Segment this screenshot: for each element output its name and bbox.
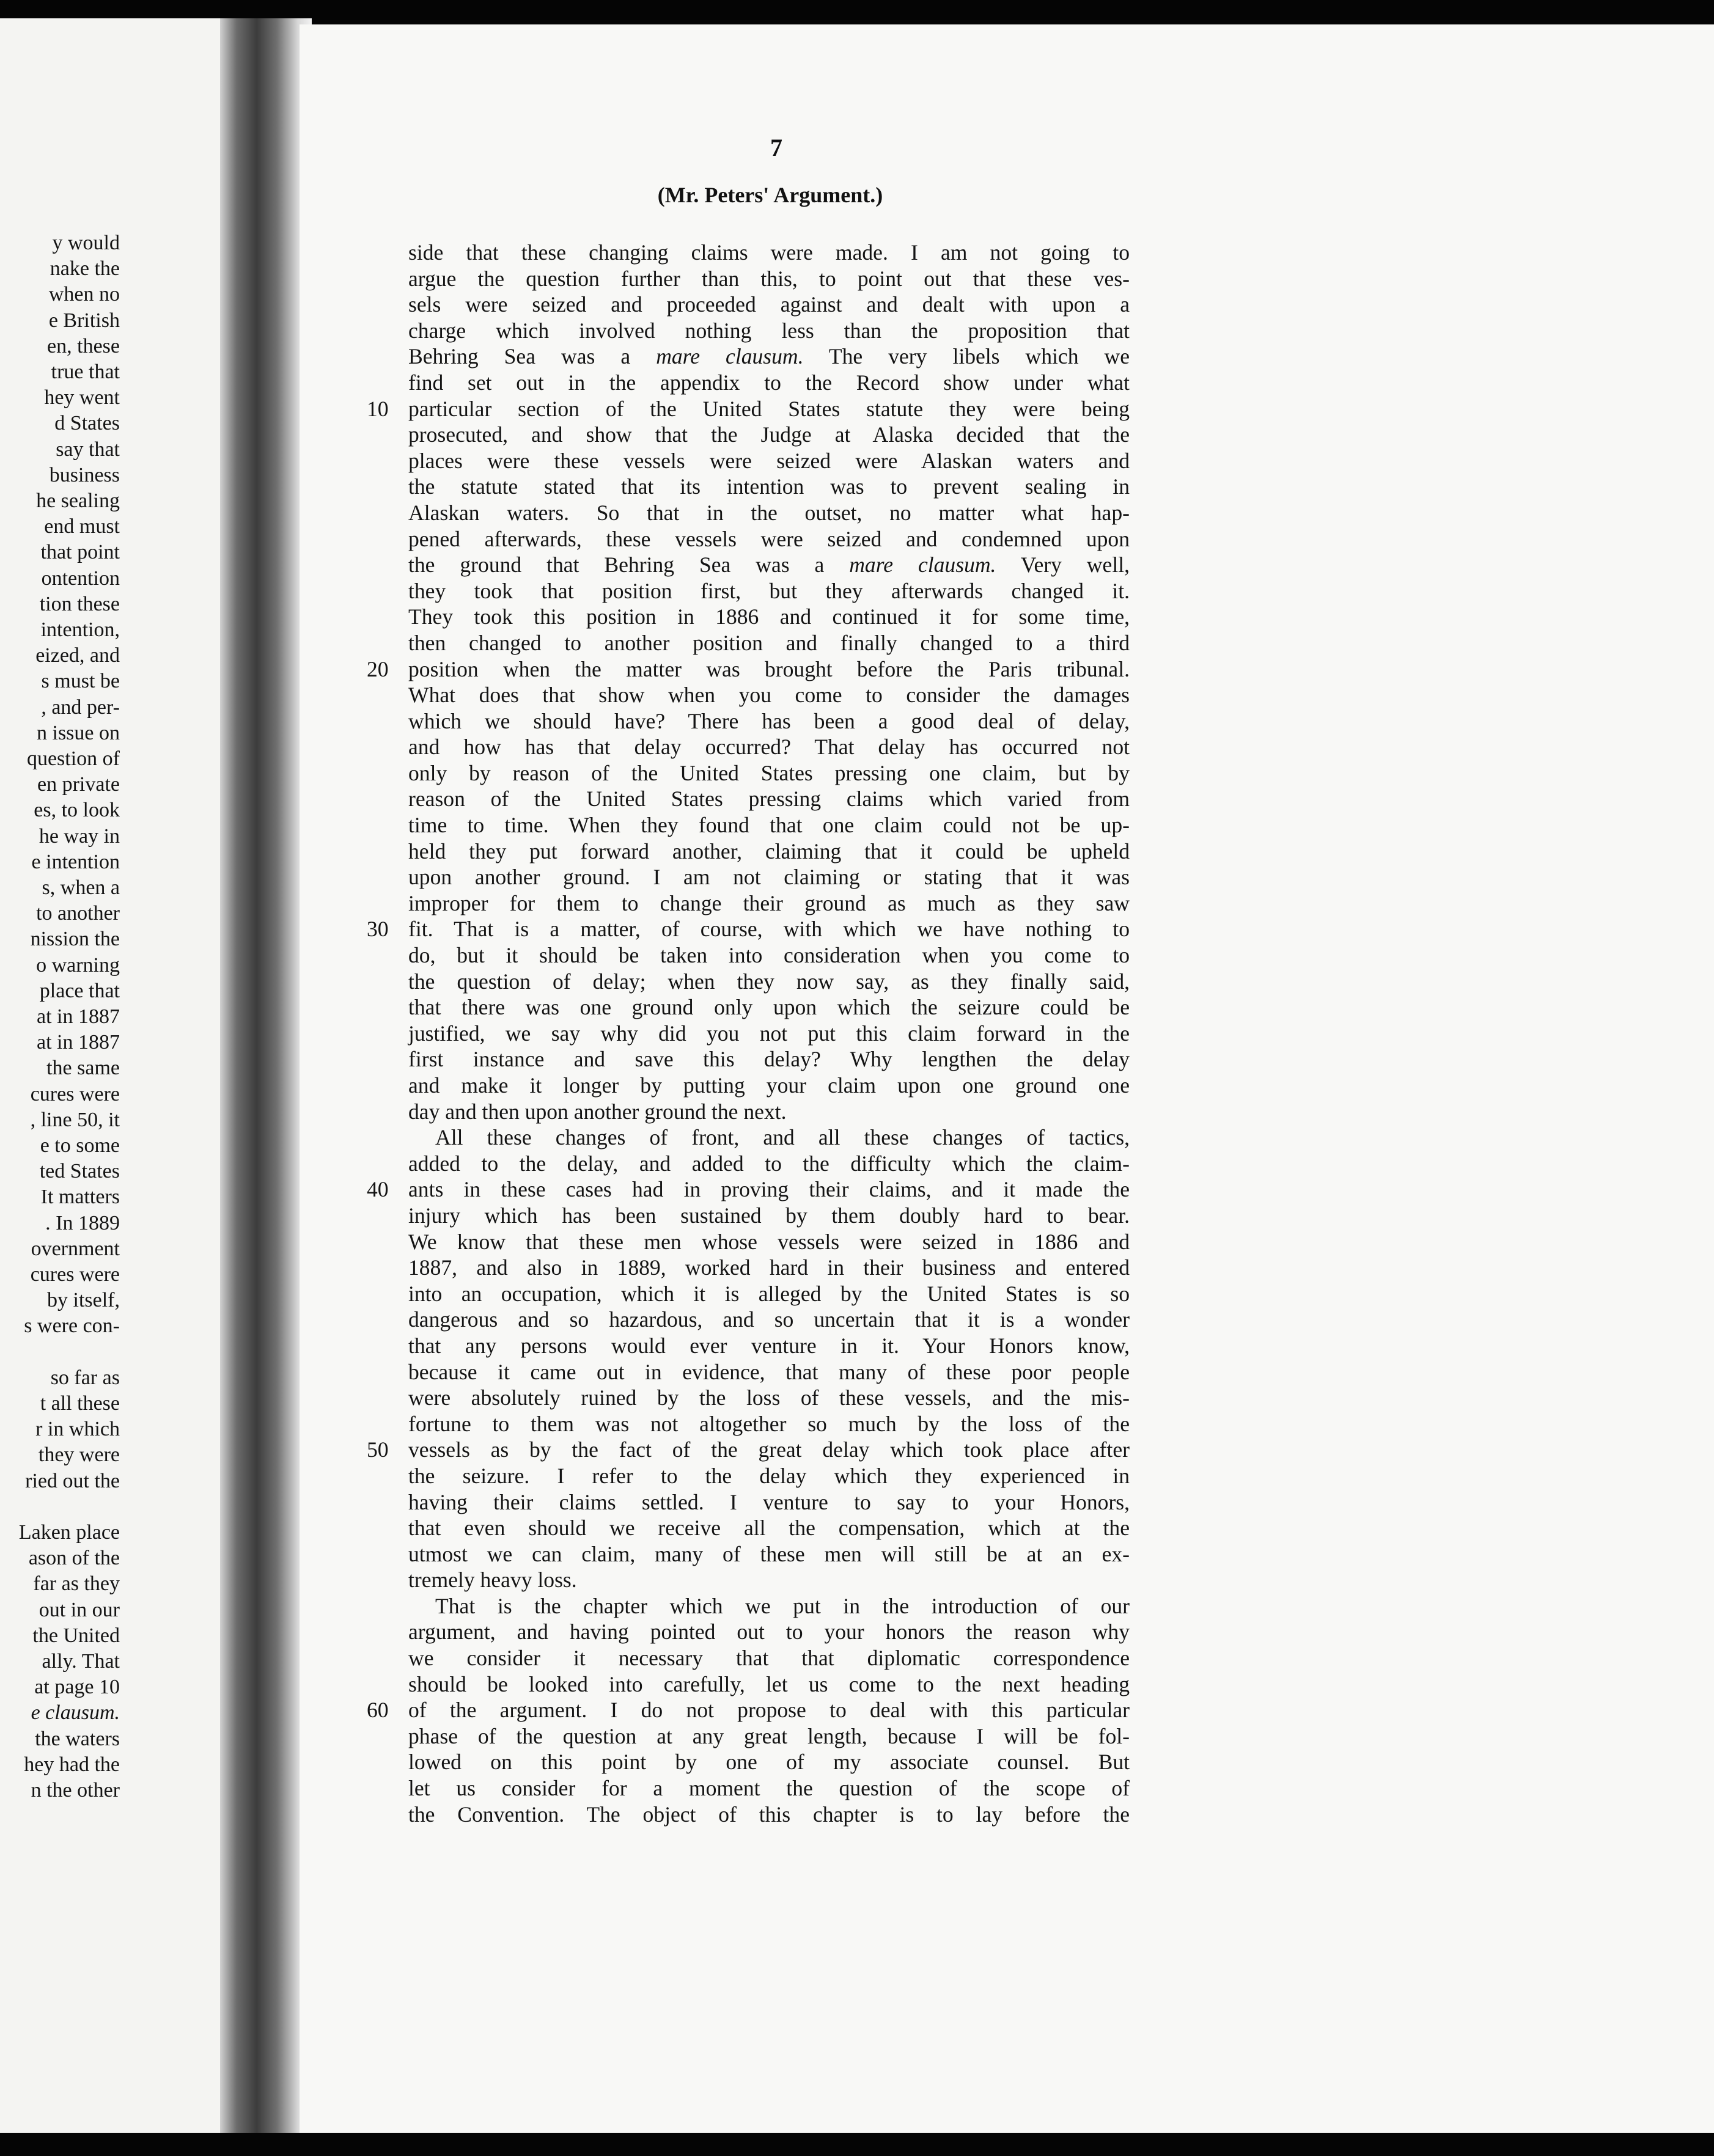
text-line (408, 526, 1130, 552)
text-line (408, 1723, 1130, 1750)
text-line (408, 343, 1130, 370)
previous-page-fragment: n the other (31, 1779, 120, 1802)
previous-page-fragment: business (49, 463, 120, 486)
text-line (408, 1281, 1130, 1307)
previous-page-fragment: overnment (31, 1237, 120, 1260)
text-line (408, 1645, 1130, 1671)
line-text: What does that show when you come to consider the damages (408, 683, 1130, 708)
line-text: and how has that delay occurred? That delay has occurred not (408, 735, 1130, 760)
line-text: into an occupation, which it is alleged by the United States is so (408, 1281, 1130, 1306)
line-text: we consider it necessary that that diplomatic correspondence (408, 1646, 1130, 1671)
text-line (367, 1437, 1130, 1463)
text-line (408, 266, 1130, 292)
previous-page-fragment: en private (37, 773, 120, 796)
previous-page-fragment: o warning (36, 953, 120, 977)
previous-page-fragment: It matters (40, 1186, 120, 1209)
previous-page-fragment: ried out the (25, 1469, 120, 1492)
line-text: prosecuted, and show that the Judge at Alaska decided that the (408, 422, 1130, 447)
text-line (408, 318, 1130, 344)
previous-page-fragment: intention, (40, 618, 120, 641)
line-text: utmost we can claim, many of these men will still be at an ex- (408, 1541, 1130, 1566)
line-text: places were these vessels were seized were Alaskan waters and (408, 448, 1130, 473)
previous-page-fragment: the United (32, 1624, 120, 1647)
previous-page-fragment: ontention (41, 566, 120, 590)
line-text: fortune to them was not altogether so much by the loss of the (408, 1411, 1130, 1436)
text-line (408, 1411, 1130, 1437)
text-line (408, 994, 1130, 1021)
line-text: dangerous and so hazardous, and so uncertain that it is a wonder (408, 1307, 1130, 1332)
text-line (408, 1671, 1130, 1698)
line-text: argue the question further than this, to point out that these ves- (408, 266, 1130, 291)
previous-page-fragment: nission the (30, 928, 120, 951)
line-number: 10 (367, 396, 389, 421)
previous-page-fragment: at page 10 (34, 1676, 120, 1699)
line-text: and make it longer by putting your claim upon one ground one (408, 1073, 1130, 1098)
previous-page-fragment: s were con- (24, 1314, 120, 1338)
previous-page-fragment: e British (48, 309, 120, 332)
line-text: Behring Sea was a (408, 344, 657, 369)
text-line (408, 1046, 1130, 1072)
line-text: pened afterwards, these vessels were seized and condemned upon (408, 526, 1130, 551)
line-text: side that these changing claims were made. I am not going to (408, 240, 1130, 265)
previous-page-fragment: r in which (35, 1418, 120, 1441)
previous-page-fragment: n issue on (37, 721, 120, 744)
previous-page-fragment: the waters (35, 1727, 120, 1750)
text-line (367, 916, 1130, 942)
previous-page-fragment: hey went (44, 386, 120, 409)
text-line (408, 1229, 1130, 1255)
previous-page-fragment: he way in (39, 824, 120, 848)
previous-page-fragment: en, these (47, 334, 120, 358)
previous-page-fragment: cures were (30, 1082, 120, 1106)
line-text: only by reason of the United States pressing one claim, but by (408, 760, 1130, 785)
line-text: should be looked into carefully, let us come to the next heading (408, 1671, 1130, 1696)
text-line (408, 1359, 1130, 1385)
line-text: the Convention. The object of this chapter is to lay before the (408, 1802, 1130, 1827)
line-text: tremely heavy loss. (408, 1568, 577, 1593)
text-line (408, 890, 1130, 917)
line-text: time to time. When they found that one claim could not be up- (408, 813, 1130, 838)
previous-page-fragment: eized, and (35, 644, 120, 667)
line-text: phase of the question at any great length, because I will be fol- (408, 1723, 1130, 1748)
previous-page-fragment: question of (26, 747, 120, 770)
previous-page-fragment: Laken place (18, 1521, 120, 1544)
text-line (408, 1802, 1130, 1828)
text-line (408, 1593, 1130, 1619)
text-line (408, 604, 1130, 630)
text-line (367, 656, 1130, 683)
text-line (408, 552, 1130, 578)
line-text: then changed to another position and finally changed to a third (408, 630, 1130, 655)
page-number: 7 (770, 134, 782, 161)
text-line (408, 1203, 1130, 1229)
line-text: that there was one ground only upon which the seizure could be (408, 995, 1130, 1020)
line-text: the seizure. I refer to the delay which they experienced in (408, 1463, 1130, 1488)
line-text: They took this position in 1886 and continued it for some time, (408, 604, 1130, 629)
italic-phrase: mare clausum. (849, 552, 996, 578)
previous-page-fragment: at in 1887 (37, 1031, 120, 1054)
previous-page-fragment: ally. That (42, 1650, 120, 1673)
line-text: sels were seized and proceeded against and dealt with upon a (408, 292, 1130, 317)
text-line (408, 630, 1130, 656)
text-line (408, 1333, 1130, 1359)
text-line (367, 1176, 1130, 1203)
line-text: because it came out in evidence, that many of these poor people (408, 1359, 1130, 1384)
previous-page-fragment: s, when a (42, 876, 120, 899)
line-text: That is the chapter which we put in the introduction of our (435, 1593, 1130, 1618)
previous-page-fragment: e to some (40, 1134, 120, 1157)
text-line (408, 1307, 1130, 1333)
text-line (408, 1072, 1130, 1099)
text-line (408, 760, 1130, 787)
line-text: We know that these men whose vessels were seized in 1886 and (408, 1229, 1130, 1254)
previous-page-fragment: s must be (41, 670, 120, 693)
running-head: (Mr. Peters' Argument.) (657, 183, 883, 207)
scan-border-bottom (0, 2133, 1714, 2156)
previous-page-fragment: es, to look (34, 799, 120, 822)
previous-page-fragment: , line 50, it (30, 1108, 120, 1131)
line-text: vessels as by the fact of the great delay which took place after (408, 1437, 1130, 1462)
line-text: particular section of the United States statute they were being (408, 396, 1130, 421)
line-text: do, but it should be taken into consideration when you come to (408, 943, 1130, 968)
line-text: improper for them to change their ground as much as they saw (408, 890, 1130, 915)
line-text: fit. That is a matter, of course, with which we have nothing to (408, 917, 1130, 942)
italic-phrase: mare clausum. (656, 344, 804, 369)
text-line (408, 682, 1130, 708)
text-line (408, 292, 1130, 318)
line-text: The very libels which we (803, 344, 1130, 369)
line-number: 60 (367, 1698, 389, 1723)
text-line (408, 1749, 1130, 1775)
text-line (408, 1515, 1130, 1541)
line-text: injury which has been sustained by them doubly hard to bear. (408, 1203, 1130, 1228)
text-line (408, 240, 1130, 266)
previous-page-fragment: ted States (39, 1160, 120, 1183)
line-text: the ground that Behring Sea was a (408, 552, 850, 578)
text-line (408, 1021, 1130, 1047)
previous-page-fragment: . In 1889 (45, 1211, 120, 1234)
line-text: that even should we receive all the compensation, which at the (408, 1516, 1130, 1541)
line-text: justified, we say why did you not put this claim forward in the (408, 1021, 1130, 1046)
previous-page-fragment: nake the (50, 257, 120, 280)
previous-page-fragment: hey had the (24, 1753, 120, 1776)
line-number: 20 (367, 656, 389, 681)
line-text: ants in these cases had in proving their claims, and it made the (408, 1177, 1130, 1202)
text-line (408, 500, 1130, 526)
line-text: position when the matter was brought before the Paris tribunal. (408, 656, 1130, 681)
line-text: Alaskan waters. So that in the outset, no matter what hap- (408, 500, 1130, 525)
line-text: find set out in the appendix to the Record show under what (408, 370, 1130, 395)
text-line (408, 1255, 1130, 1281)
text-line (408, 812, 1130, 838)
line-text: first instance and save this delay? Why lengthen the delay (408, 1047, 1130, 1072)
previous-page-fragment: far as they (33, 1572, 120, 1596)
previous-page-fragment: place that (39, 979, 120, 1002)
text-line (408, 370, 1130, 396)
line-number: 50 (367, 1437, 389, 1462)
line-text: upon another ground. I am not claiming or stating that it was (408, 865, 1130, 890)
text-line (408, 1463, 1130, 1489)
previous-page-fragment: the same (46, 1057, 120, 1080)
previous-page-fragment: ason of the (28, 1547, 120, 1570)
previous-page-fragment: cures were (30, 1263, 120, 1286)
text-line (408, 422, 1130, 448)
text-line (408, 1151, 1130, 1177)
text-line (408, 786, 1130, 812)
line-text: 1887, and also in 1889, worked hard in their business and entered (408, 1255, 1130, 1280)
previous-page-fragment: he sealing (36, 490, 120, 512)
line-text: were absolutely ruined by the loss of these vessels, and the mis- (408, 1385, 1130, 1410)
text-line (408, 1775, 1130, 1802)
text-line (408, 1567, 1130, 1593)
previous-page-fragment: at in 1887 (37, 1005, 120, 1028)
text-line (408, 1385, 1130, 1411)
line-text: they took that position first, but they afterwards changed it. (408, 578, 1130, 603)
text-line (408, 1619, 1130, 1645)
text-line (408, 969, 1130, 995)
book-gutter-shadow (220, 18, 312, 2133)
body-text (367, 240, 1130, 1827)
text-line (367, 396, 1130, 422)
previous-page-fragment: e intention (31, 850, 120, 873)
line-text: the statute stated that its intention was to prevent sealing in (408, 474, 1130, 499)
previous-page-fragment: y would (52, 232, 120, 254)
previous-page-fragment: by itself, (47, 1289, 120, 1312)
text-line (367, 1697, 1130, 1723)
line-text: the question of delay; when they now say, as they finally said, (408, 969, 1130, 994)
previous-page-fragment: that point (40, 541, 120, 564)
line-text: argument, and having pointed out to your honors the reason why (408, 1619, 1130, 1645)
line-text: reason of the United States pressing claims which varied from (408, 787, 1130, 812)
previous-page-fragment: out in our (39, 1598, 120, 1621)
line-text: charge which involved nothing less than the proposition that (408, 318, 1130, 343)
previous-page-fragment: end must (44, 515, 120, 538)
previous-page-fragment: to another (36, 902, 120, 925)
previous-page-fragment: when no (48, 283, 120, 306)
line-text: added to the delay, and added to the difficulty which the claim- (408, 1151, 1130, 1176)
previous-page-fragment: say that (56, 438, 120, 461)
previous-page-fragment: they were (38, 1443, 120, 1467)
text-line (408, 1099, 1130, 1125)
text-line (408, 864, 1130, 890)
text-line (408, 1124, 1130, 1151)
text-line (408, 942, 1130, 969)
previous-page-fragment: d States (54, 412, 120, 435)
line-text: of the argument. I do not propose to deal with this particular (408, 1698, 1130, 1723)
previous-page-fragment: t all these (40, 1392, 120, 1415)
text-line (408, 448, 1130, 474)
line-text: that any persons would ever venture in it. Your Honors know, (408, 1333, 1130, 1358)
line-text: let us consider for a moment the question of the scope of (408, 1776, 1130, 1801)
text-line (408, 1541, 1130, 1568)
line-text: which we should have? There has been a good deal of delay, (408, 708, 1130, 733)
previous-page-fragment: , and per- (41, 695, 120, 719)
text-line (408, 474, 1130, 500)
text-line (408, 838, 1130, 865)
previous-page-fragment: so far as (50, 1366, 120, 1389)
text-line (408, 578, 1130, 604)
line-text: All these changes of front, and all these changes of tactics, (435, 1125, 1130, 1150)
text-line (408, 708, 1130, 735)
text-line (408, 1489, 1130, 1516)
line-text: lowed on this point by one of my associate counsel. But (408, 1750, 1130, 1775)
text-line (408, 734, 1130, 760)
line-text: day and then upon another ground the next. (408, 1099, 787, 1124)
line-text: Very well, (996, 552, 1130, 578)
previous-page-fragment: e clausum. (31, 1701, 120, 1725)
line-number: 30 (367, 917, 389, 942)
line-text: held they put forward another, claiming that it could be upheld (408, 838, 1130, 864)
previous-page-fragment: tion these (39, 592, 120, 615)
line-text: having their claims settled. I venture to say to your Honors, (408, 1489, 1130, 1514)
line-number: 40 (367, 1177, 389, 1202)
previous-page-fragment: true that (51, 361, 120, 383)
